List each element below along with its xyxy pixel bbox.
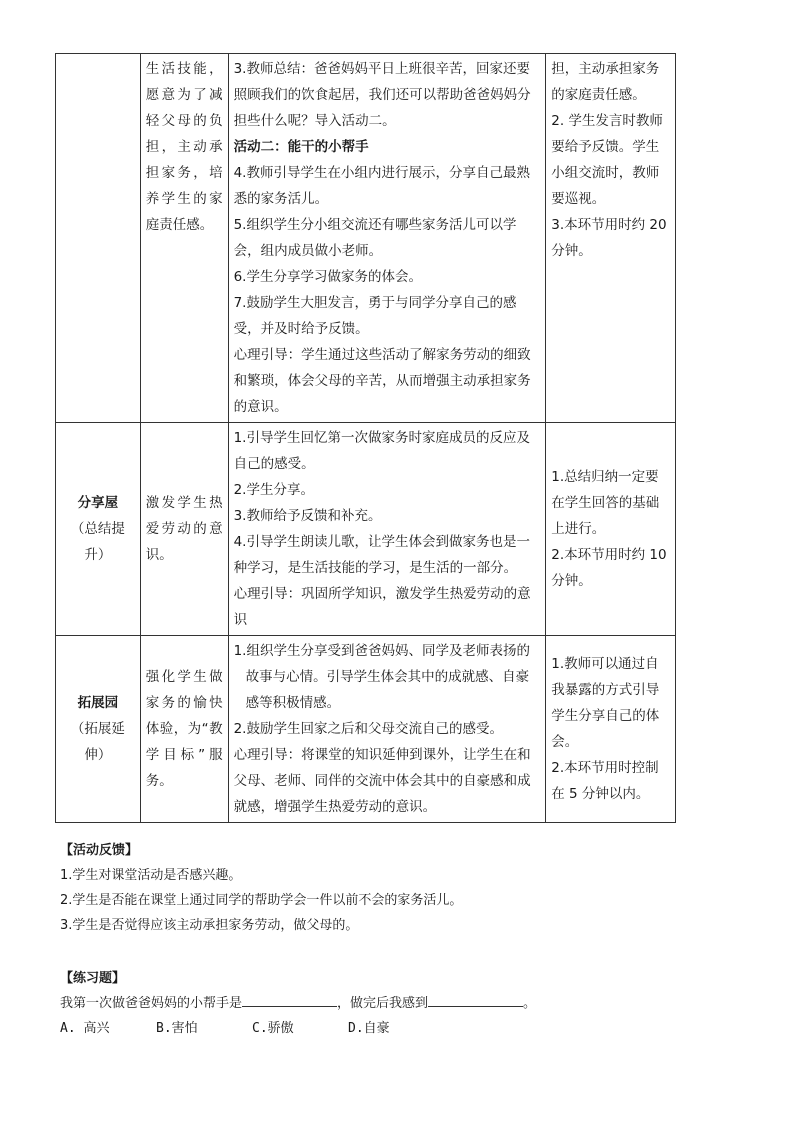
answer-blank: [428, 992, 523, 1007]
note-line: 1.总结归纳一定要在学生回答的基础上进行。: [551, 469, 660, 537]
activities-cell: [228, 54, 546, 423]
feedback-item: 3.学生是否觉得应该主动承担家务劳动，做父母的。: [60, 918, 359, 933]
note-line: 3.本环节用时约 20 分钟。: [551, 217, 667, 259]
note-line: 1.教师可以通过自我暴露的方式引导学生分享自己的体会。: [551, 656, 660, 750]
note-line: 2.本环节用时约 10 分钟。: [551, 547, 667, 589]
note-line: 担，主动承担家务的家庭责任感。: [551, 61, 660, 103]
feedback-item: 1.学生对课堂活动是否感兴趣。: [60, 868, 242, 883]
stage-sub: （总结提升）: [70, 521, 125, 563]
activity-line: 心理引导：将课堂的知识延伸到课外，让学生在和父母、老师、同伴的交流中体会其中的自豪感和成就感，增强学生热爱劳动的意识。: [233, 747, 531, 815]
stage-cell: [56, 636, 141, 823]
exercise-question: 我第一次做爸爸妈妈的小帮手是 ，做完后我感到 。: [60, 991, 536, 1016]
stage-name: 分享屋: [77, 495, 119, 511]
stage-cell: [56, 423, 141, 636]
option-d: D.自豪: [348, 1021, 390, 1036]
activity-line: 1.组织学生分享受到爸爸妈妈、同学及老师表扬的故事与心情。引导学生体会其中的成就感、自豪感等积极情感。: [233, 643, 530, 711]
option-a: A. 高兴: [60, 1021, 110, 1036]
table-row: [56, 54, 676, 423]
notes-cell: [546, 423, 676, 636]
activity-line: 4.引导学生朗读儿歌，让学生体会到做家务也是一种学习，是生活技能的学习，是生活的一部分。: [233, 534, 530, 576]
activity-line: 2.鼓励学生回家之后和父母交流自己的感受。: [233, 721, 503, 737]
goal-cell: 生活技能，愿意为了减轻父母的负担，主动承担家务，培养学生的家庭责任感。: [140, 54, 228, 423]
stage-name: 拓展园: [77, 695, 119, 711]
activity-heading: 活动二：能干的小帮手: [233, 139, 369, 155]
activities-cell: [228, 423, 546, 636]
option-b: B.害怕: [156, 1021, 198, 1036]
activity-line: 心理引导：巩固所学知识，激发学生热爱劳动的意识: [233, 586, 531, 628]
note-line: 2.本环节用时控制在 5 分钟以内。: [551, 760, 659, 802]
stage-sub: （拓展延伸）: [70, 721, 125, 763]
activity-line: 心理引导：学生通过这些活动了解家务劳动的细致和繁琐，体会父母的辛苦，从而增强主动承担家务的意识。: [233, 347, 531, 415]
exercise-section: [60, 966, 536, 1041]
activity-line: 6.学生分享学习做家务的体会。: [233, 269, 422, 285]
answer-blank: [242, 992, 337, 1007]
table-row: [56, 636, 676, 823]
activity-line: 3.教师给予反馈和补充。: [233, 508, 382, 524]
lesson-plan-table: [55, 53, 676, 823]
goal-cell: 激发学生热爱劳动的意识。: [140, 423, 228, 636]
option-c: C.骄傲: [252, 1021, 294, 1036]
activity-line: 1.引导学生回忆第一次做家务时家庭成员的反应及自己的感受。: [233, 430, 530, 472]
stage-cell-empty: [56, 54, 141, 423]
activity-line: 3.教师总结：爸爸妈妈平日上班很辛苦，回家还要照顾我们的饮食起居，我们还可以帮助爸爸妈妈分担些什么呢？导入活动二。: [233, 61, 531, 129]
feedback-item: 2.学生是否能在课堂上通过同学的帮助学会一件以前不会的家务活儿。: [60, 893, 463, 908]
notes-cell: [546, 636, 676, 823]
activity-line: 4.教师引导学生在小组内进行展示，分享自己最熟悉的家务活儿。: [233, 165, 530, 207]
note-line: 2. 学生发言时教师要给予反馈。学生小组交流时，教师要巡视。: [551, 113, 663, 207]
notes-cell: [546, 54, 676, 423]
exercise-options: [60, 1016, 536, 1041]
feedback-title: 【活动反馈】: [60, 843, 139, 858]
activity-line: 5.组织学生分小组交流还有哪些家务活儿可以学会，组内成员做小老师。: [233, 217, 517, 259]
table-row: [56, 423, 676, 636]
activities-cell: [228, 636, 546, 823]
exercise-title: 【练习题】: [60, 971, 126, 986]
activity-line: 2.学生分享。: [233, 482, 314, 498]
feedback-section: [60, 838, 462, 938]
goal-cell: 强化学生做家务的愉快体验，为“教学目标”服务。: [140, 636, 228, 823]
activity-line: 7.鼓励学生大胆发言，勇于与同学分享自己的感受，并及时给予反馈。: [233, 295, 517, 337]
